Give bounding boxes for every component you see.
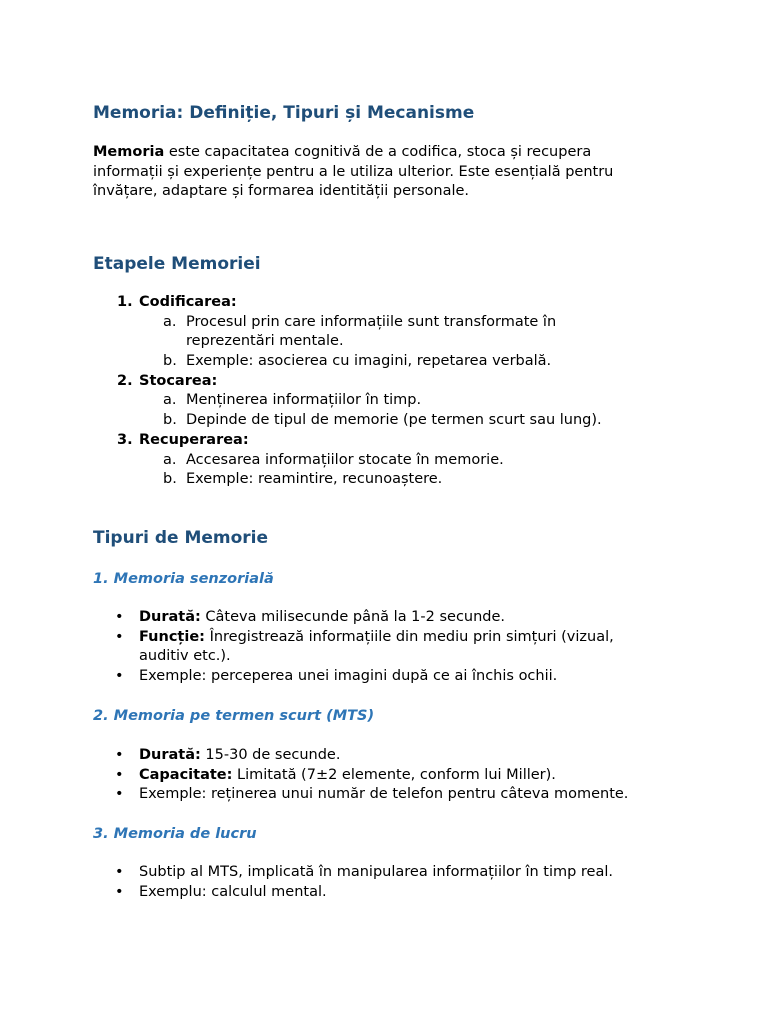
list-item: [93, 746, 673, 766]
sub-list-item: [93, 451, 673, 471]
list-number: 1.: [117, 294, 133, 310]
intro-paragraph: [93, 143, 663, 202]
sub-list-letter: b.: [163, 471, 177, 488]
bullet-marker: •: [115, 766, 124, 783]
list-item-value: Exemple: reținerea unui număr de telefon pentru câteva momente.: [139, 786, 629, 803]
sub-list-text: Menținerea informațiilor în timp.: [186, 392, 422, 409]
list-item-value: Subtip al MTS, implicată în manipularea informațiilor în timp real.: [139, 864, 614, 880]
list-item: [93, 667, 673, 687]
list-item: [93, 628, 673, 648]
list-item-value: Înregistrează informațiile din mediu prin simțuri (vizual,: [204, 628, 614, 645]
list-item-value: 15-30 de secunde.: [200, 747, 341, 763]
bullet-marker: •: [115, 609, 124, 625]
subsection-heading-working: 3. Memoria de lucru: [93, 826, 257, 842]
sub-list-text: Exemple: asocierea cu imagini, repetarea verbală.: [186, 353, 552, 370]
sub-list-text: reprezentări mentale.: [186, 333, 344, 350]
list-number: 3.: [117, 431, 133, 448]
sub-list-item: [93, 391, 673, 411]
list-item-value: Exemplu: calculul mental.: [139, 883, 327, 900]
sensory-bullet-list: [93, 608, 673, 687]
list-item: [93, 785, 673, 805]
list-item-label: Durată:: [139, 609, 201, 625]
bullet-marker: •: [115, 883, 124, 900]
list-item-label: Capacitate:: [139, 766, 233, 783]
sub-list-letter: b.: [163, 353, 177, 370]
subsection-heading-short-term: 2. Memoria pe termen scurt (MTS): [93, 708, 375, 724]
list-item: [93, 766, 673, 786]
sub-list-letter: a.: [163, 313, 177, 330]
list-item-text: [139, 746, 340, 766]
page-title: Memoria: Definiție, Tipuri și Mecanisme: [93, 103, 475, 123]
list-item-continuation: [93, 647, 673, 667]
short-term-bullet-list: [93, 746, 673, 805]
list-item-label: Durată:: [139, 747, 201, 763]
intro-line-1: [93, 143, 663, 163]
sub-list-text: Procesul prin care informațiile sunt transformate în: [186, 313, 557, 330]
bullet-marker: •: [115, 628, 124, 645]
sub-list-item: [93, 313, 673, 333]
intro-term: Memoria: [93, 144, 165, 160]
intro-line-1-text: este capacitatea cognitivă de a codifica, stoca și recupera: [164, 144, 592, 160]
stages-list: [93, 293, 673, 490]
list-item-value: Limitată (7±2 elemente, conform lui Miller).: [232, 766, 556, 783]
intro-line-2: informații și experiențe pentru a le utiliza ulterior. Este esențială pentru: [93, 163, 614, 180]
sub-list-text: Accesarea informațiilor stocate în memorie.: [186, 451, 504, 468]
sub-list-letter: a.: [163, 451, 177, 468]
sub-list-item: [93, 352, 673, 372]
sub-list-letter: b.: [163, 412, 177, 429]
document-page: [93, 0, 673, 1024]
list-item: [93, 372, 673, 392]
subsection-heading-sensory: 1. Memoria senzorială: [93, 571, 274, 587]
list-item-text: [139, 628, 614, 648]
list-item-value: auditiv etc.).: [139, 648, 231, 665]
sub-list-item: [93, 411, 673, 431]
list-item: [93, 863, 673, 883]
bullet-marker: •: [115, 864, 124, 880]
list-item: [93, 883, 673, 903]
list-item-text: [139, 608, 505, 628]
sub-list-text: Depinde de tipul de memorie (pe termen scurt sau lung).: [186, 412, 602, 429]
sub-list-item: [93, 470, 673, 490]
sub-list-letter: a.: [163, 392, 177, 409]
stage-label: Stocarea:: [139, 372, 218, 389]
list-item: [93, 608, 673, 628]
section-heading-types: Tipuri de Memorie: [93, 528, 269, 548]
working-memory-bullet-list: [93, 863, 673, 902]
list-item-label: Funcție:: [139, 628, 205, 645]
intro-line-3: învățare, adaptare și formarea identității personale.: [93, 183, 470, 200]
section-heading-stages: Etapele Memoriei: [93, 254, 261, 274]
sub-list-text: Exemple: reamintire, recunoaștere.: [186, 471, 443, 488]
list-item-text: [139, 766, 556, 786]
stage-label: Recuperarea:: [139, 431, 249, 448]
list-number: 2.: [117, 372, 133, 389]
list-item: [93, 293, 673, 313]
bullet-marker: •: [115, 786, 124, 803]
list-item-value: Câteva milisecunde până la 1-2 secunde.: [200, 609, 506, 625]
list-item-value: Exemple: perceperea unei imagini după ce ai închis ochii.: [139, 668, 558, 685]
bullet-marker: •: [115, 668, 124, 685]
bullet-marker: •: [115, 747, 124, 763]
sub-list-item-continuation: [93, 332, 673, 352]
stage-label: Codificarea:: [139, 294, 237, 310]
list-item: [93, 431, 673, 451]
